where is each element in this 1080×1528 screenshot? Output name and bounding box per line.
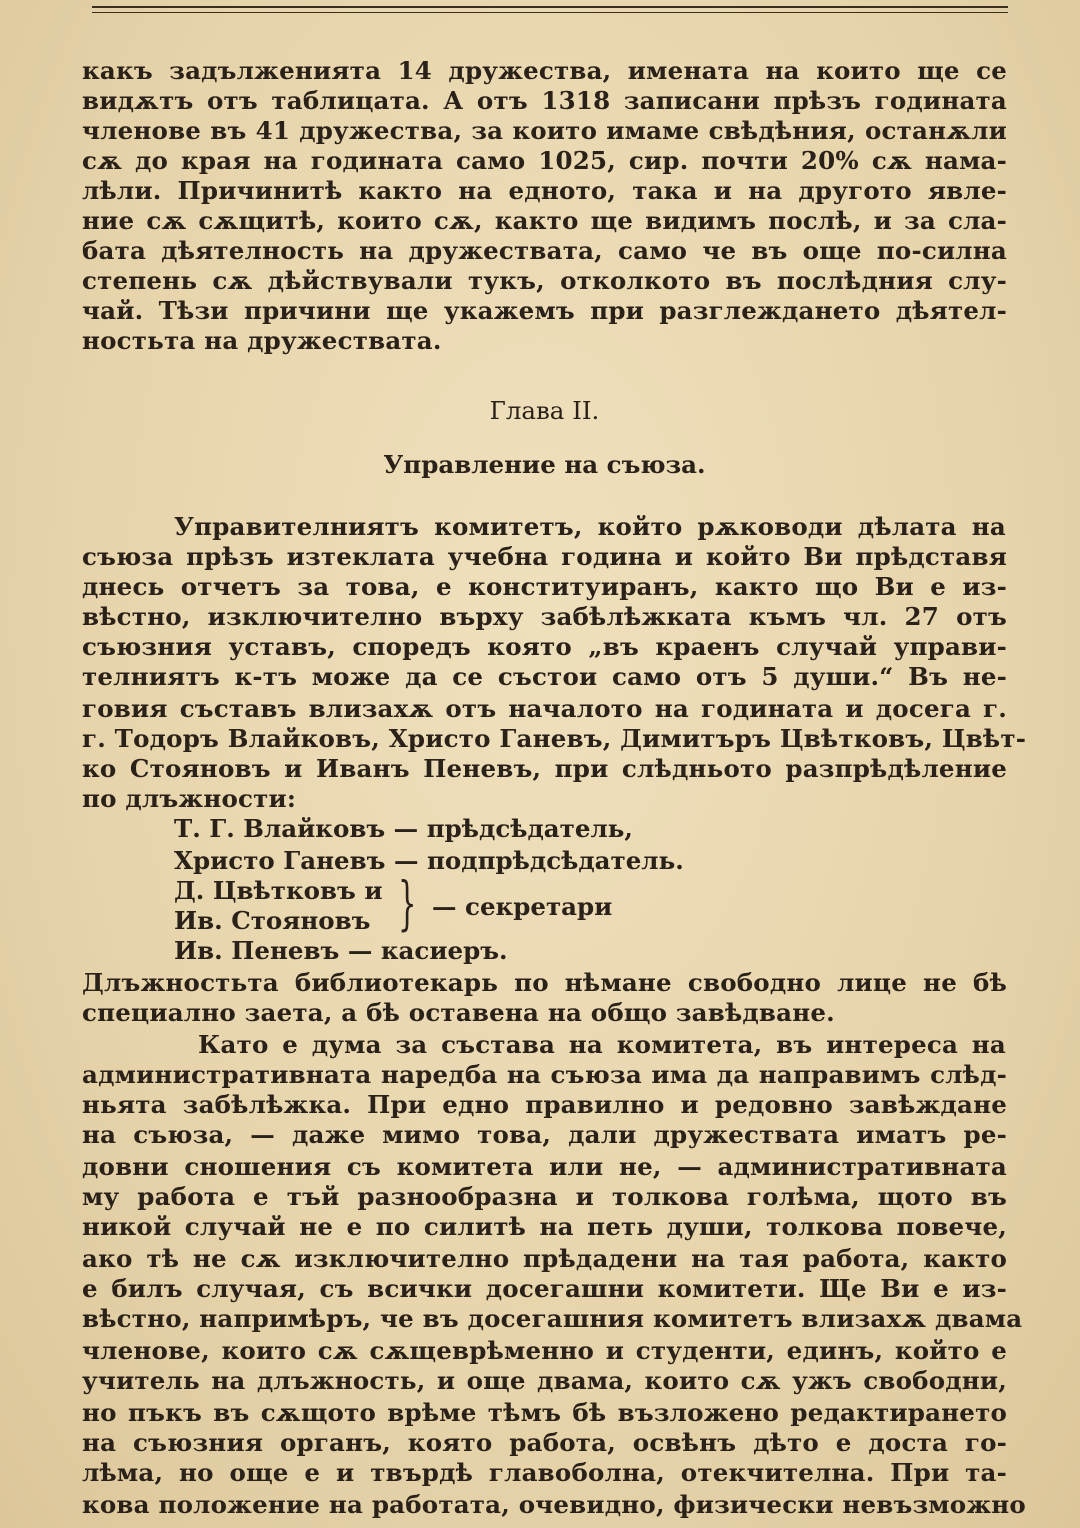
text-line: вѣстно, изключително върху забѣлѣжката къмъ чл. 27 отъ — [82, 602, 1007, 631]
text-line: на съюзния органъ, която работа, освѣнъ дѣто е доста го- — [82, 1428, 1007, 1457]
text-line: по длъжности: — [82, 784, 297, 813]
text-line: ко Стояновъ и Иванъ Пеневъ, при слѣдньото разпрѣдѣление — [82, 754, 1007, 783]
text-line: степень сѫ дѣйствували тукъ, отколкото въ послѣдния слу- — [82, 266, 1007, 295]
role-secretary-2: Ив. Стояновъ — [174, 906, 371, 935]
chapter-subtitle: Управление на съюза. — [383, 450, 706, 479]
text-line: Управителниятъ комитетъ, който рѫководи дѣлата на — [174, 512, 1006, 541]
text-line: на съюза, — даже мимо това, дали дружествата иматъ ре- — [82, 1120, 1007, 1149]
text-line: му работа е тъй разнообразна и толкова голѣма, щото въ — [82, 1182, 1007, 1211]
text-line: кова положение на работата, очевидно, физически невъзможно — [82, 1490, 1026, 1519]
role-secretary-1: Д. Цвѣтковъ и — [174, 876, 383, 905]
text-line: специално заета, а бѣ оставена на общо завѣдване. — [82, 998, 835, 1027]
top-rule — [92, 6, 1008, 8]
text-line: телниятъ к-тъ може да се състои само отъ 5 души.“ Въ не- — [82, 662, 1007, 691]
role-cashier: Ив. Пеневъ — касиеръ. — [174, 936, 508, 965]
text-line: видѫтъ отъ таблицата. А отъ 1318 записани прѣзъ годината — [82, 86, 1007, 115]
text-line: днесь отчетъ за това, е конституиранъ, както що Ви е из- — [82, 572, 1007, 601]
text-line: вѣстно, напримѣръ, че въ досегашния комитетъ влизахѫ двама — [82, 1304, 1023, 1333]
text-line: довни сношения съ комитета или не, — административната — [82, 1152, 1007, 1181]
text-line: говия съставъ влизахѫ отъ началото на годината и досега г. — [82, 694, 1007, 723]
text-line: ностьта на дружествата. — [82, 326, 442, 355]
text-line: но пъкъ въ сѫщото врѣме тѣмъ бѣ възложено редактирането — [82, 1398, 1007, 1427]
text-line: членове, които сѫ сѫщеврѣменно и студенти, единъ, който е — [82, 1336, 1007, 1365]
text-line: сѫ до края на годината само 1025, сир. почти 20% сѫ нама- — [82, 146, 1007, 175]
text-line: е билъ случая, съ всички досегашни комитети. Ще Ви е из- — [82, 1274, 1007, 1303]
text-line: административната наредба на съюза има да направимъ слѣд- — [82, 1060, 1007, 1089]
text-line: Като е дума за състава на комитета, въ интереса на — [198, 1030, 1006, 1059]
text-line: Длъжностьта библиотекарь по нѣмане свободно лице не бѣ — [82, 968, 1007, 997]
text-line: никой случай не е по силитѣ на петь души, толкова повече, — [82, 1212, 1007, 1241]
text-line: какъ задълженията 14 дружества, имената на които ще се — [82, 56, 1007, 85]
text-line: лѣма, но още е и твърдѣ главоболна, отекчителна. При та- — [82, 1458, 1007, 1487]
text-line: г. Тодоръ Влайковъ, Христо Ганевъ, Димитъръ Цвѣтковъ, Цвѣт- — [82, 724, 1027, 753]
text-line: учитель на длъжность, и още двама, които сѫ ужъ свободни, — [82, 1366, 1007, 1395]
brace: } — [398, 869, 417, 937]
chapter-title: Глава II. — [489, 396, 600, 425]
text-line: лѣли. Причинитѣ както на едното, така и на другото явле- — [82, 176, 1007, 205]
text-line: ньята забѣлѣжка. При едно правилно и редовно завѣждане — [82, 1090, 1007, 1119]
text-line: членове въ 41 дружества, за които имаме свѣдѣния, останѫли — [82, 116, 1007, 145]
role-secretaries-label: — секретари — [432, 892, 613, 921]
text-line: съюзния уставъ, споредъ която „въ краенъ случай управи- — [82, 632, 1007, 661]
role-vice: Христо Ганевъ — подпрѣдсѣдатель. — [174, 846, 684, 875]
text-line: бата дѣятелность на дружествата, само че въ още по-силна — [82, 236, 1007, 265]
text-line: чай. Тѣзи причини ще укажемъ при разглеждането дѣятел- — [82, 296, 1007, 325]
role-chair: Т. Г. Влайковъ — прѣдсѣдатель, — [174, 814, 633, 843]
top-rule-thin — [92, 12, 1008, 13]
text-line: съюза прѣзъ изтеклата учебна година и който Ви прѣдставя — [82, 542, 1007, 571]
text-line: ние сѫ сѫщитѣ, които сѫ, както ще видимъ послѣ, и за сла- — [82, 206, 1007, 235]
text-line: ако тѣ не сѫ изключително прѣдадени на тая работа, както — [82, 1244, 1007, 1273]
